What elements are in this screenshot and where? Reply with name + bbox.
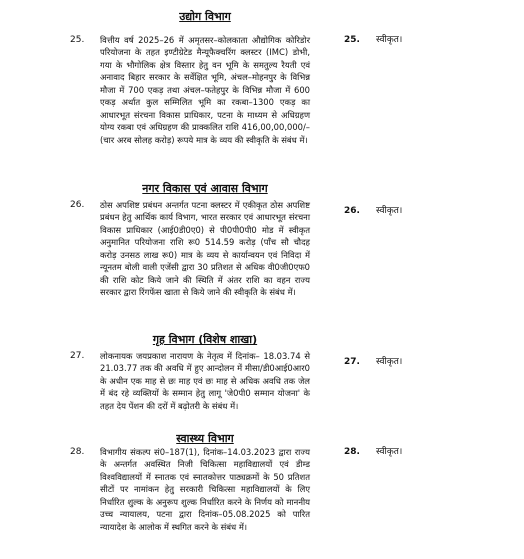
item-number: 27. [70, 351, 85, 361]
section-heading-health: स्वास्थ्य विभाग [176, 432, 234, 445]
decision-number: 25. [344, 35, 360, 45]
decision-number: 27. [344, 357, 360, 367]
item-number: 26. [70, 200, 85, 210]
item-number: 28. [70, 447, 85, 457]
item-text: वित्तीय वर्ष 2025–26 में अमृतसर–कोलकाता औद्योगिक कोरिडोर परियोजना के तहत इण्टीग्रेटेड मैन्यूफैक्चरिंग क्लस्टर (IMC) डोभी, गया के भौगोलिक क्षेत्र विस्तार हेतु वन भूमि के समतुल्य रैयती एवं अनावाद बिहार सरकार के सर्वेक्षित भूमि, अंचल–मोहनपुर के विभिन्न मौजा में 700 एकड़ तथा अंचल–फतेहपुर के विभिन्न मौजा में 600 एकड़ अर्थात कुल सम्मिलित भूमि का रकबा–1300 एकड़ का आधारभूत संरचना विकास प्राधिकार, पटना के माध्यम से अधिग्रहण योग्य रकबा एवं अधिग्रहण की प्राक्कलित राशि 416,00,00,000/–(चार अरब सोलह करोड़) रूपये मात्र के व्यय की स्वीकृति के संबंध में। [100, 35, 310, 145]
decision-number: 26. [344, 206, 360, 216]
item-text: विभागीय संकल्प सं0–187(1), दिनांक–14.03.2023 द्वारा राज्य के अन्तर्गत अवस्थित निजी चिकित्सा महाविद्यालयों एवं डीम्ड विश्वविद्यालयों में स्नातक एवं स्नातकोत्तर पाठ्यक्रमों के 50 प्रतिशत सीटों पर नामांकन हेतु सरकारी चिकित्सा महाविद्यालयों के लिए निर्धारित शुल्क के अनुरूप शुल्क निर्धारित करने के निर्णय को माननीय उच्च न्यायालय, पटना द्वारा दिनांक–05.08.2025 को पारित न्यायादेश के आलोक में स्थगित करने के संबंध में। [100, 447, 310, 532]
decision-text: स्वीकृत। [376, 447, 403, 457]
decision-text: स्वीकृत। [376, 35, 403, 45]
item-text: ठोस अपशिष्ट प्रबंधन अन्तर्गत पटना क्लस्टर में एकीकृत ठोस अपशिष्ट प्रबंधन हेतु आर्थिक कार्य विभाग, भारत सरकार एवं आधारभूत संरचना विकास प्राधिकार (आई0डी0ए0) से पी0पी0पी0 मोड में स्वीकृत अनुमानित परियोजना राशि रू0 514.59 करोड़ (पाँच सौ चौदह करोड़ उनसठ लाख रू0) मात्र के व्यय से कार्यान्वयन एवं निविदा में न्यूनतम बोली वाली एजेंसी द्वारा 30 प्रतिशत से अधिक वी0जी0एफ0 की राशि कोट किये जाने की स्थिति में अंतर राशि का वहन राज्य सरकार द्वारा रिंगफेंस खाता से किये जाने की स्वीकृति के संबंध में। [100, 200, 310, 298]
decision-text: स्वीकृत। [376, 357, 403, 367]
item-number: 25. [70, 35, 85, 45]
section-heading-industry: उद्योग विभाग [179, 10, 231, 23]
section-heading-urban-development: नगर विकास एवं आवास विभाग [142, 182, 268, 195]
item-text: लोकनायक जयप्रकाश नारायण के नेतृत्व में दिनांक– 18.03.74 से 21.03.77 तक की अवधि में हुए आन्दोलन में मीसा/डी0आई0आर0 के अधीन एक माह से छः माह एवं छः माह से अधिक अवधि तक जेल में बंद रहे व्यक्तियों के सम्मान हेतु लागू 'जे0पी0 सम्मान योजना' के तहत देय पेंशन की दरों में बढ़ोतरी के संबंध में। [100, 351, 310, 411]
decision-text: स्वीकृत। [376, 206, 403, 216]
section-heading-home-special-branch: गृह विभाग (विशेष शाखा) [152, 333, 258, 346]
decision-number: 28. [344, 447, 360, 457]
